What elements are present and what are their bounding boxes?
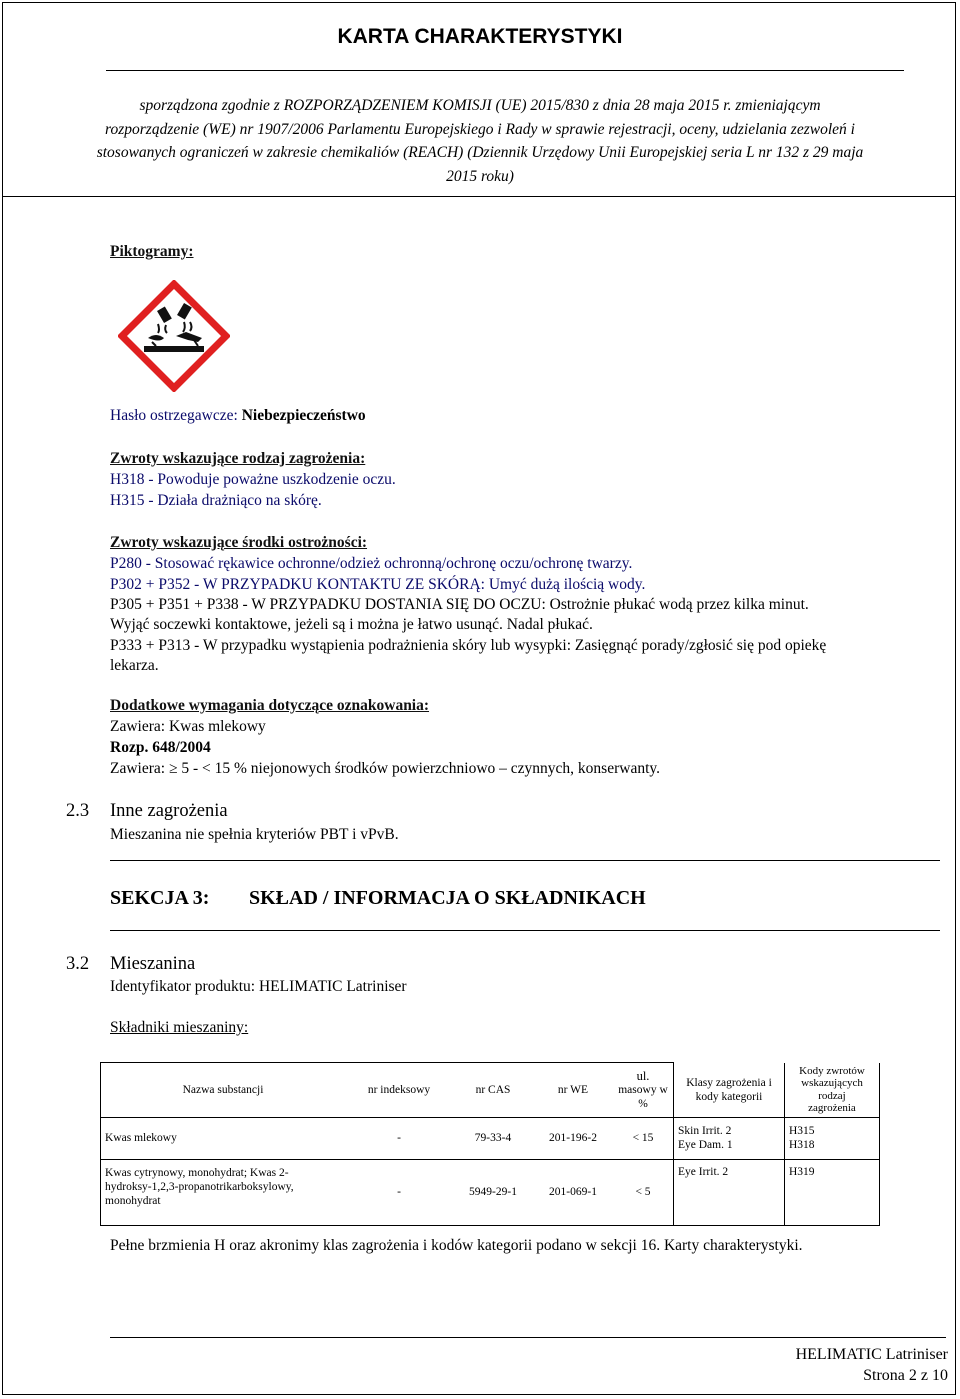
header-cas: nr CAS	[453, 1063, 533, 1118]
row-name-line: monohydrat	[105, 1194, 161, 1207]
precaution-heading: Zwroty wskazujące środki ostrożności:	[110, 534, 368, 551]
header-mass-line: masowy w	[618, 1083, 668, 1096]
row-codes	[785, 1159, 880, 1225]
section-3-label: SEKCJA 3:	[110, 887, 210, 909]
section-divider	[110, 860, 940, 861]
section-2-3-title: Inne zagrożenia	[110, 801, 228, 821]
table-header-row	[101, 1063, 880, 1118]
header-codes-line: zagrożenia	[808, 1102, 856, 1114]
section-2-3-number: 2.3	[66, 801, 90, 821]
row-mass: < 15	[613, 1117, 674, 1159]
precaution-statement: lekarza.	[110, 657, 159, 674]
pictograms-heading: Piktogramy:	[110, 243, 194, 260]
row-mass: < 5	[613, 1159, 674, 1225]
row-class: Eye Dam. 1	[678, 1139, 733, 1151]
components-table	[100, 1062, 880, 1226]
header-classes	[674, 1063, 785, 1118]
header-mass-line: ul.	[636, 1068, 650, 1083]
header-index: nr indeksowy	[345, 1063, 453, 1118]
table-row	[101, 1117, 880, 1159]
regulation-line-4: 2015 roku)	[446, 167, 514, 185]
precaution-statement: Wyjąć soczewki kontaktowe, jeżeli są i można je łatwo usunąć. Nadal płukać.	[110, 616, 593, 633]
full-text-note: Pełne brzmienia H oraz akronimy klas zagrożenia i kodów kategorii podano w sekcji 16. Karty charakterystyki.	[110, 1237, 803, 1254]
row-name-line: Kwas cytrynowy, monohydrat; Kwas 2-	[105, 1166, 289, 1179]
header-classes-line: kody kategorii	[695, 1090, 763, 1103]
section-divider	[110, 930, 940, 931]
hazard-statement: H315 - Działa drażniąco na skórę.	[110, 492, 322, 509]
footer-product: HELIMATIC Latriniser	[795, 1346, 948, 1363]
header-codes	[785, 1063, 880, 1118]
header-mass	[613, 1063, 674, 1118]
signal-word-label: Hasło ostrzegawcze:	[110, 407, 238, 424]
regulation-text	[40, 94, 920, 188]
regulation-ref: Rozp. 648/2004	[110, 739, 211, 756]
title-divider	[106, 70, 904, 71]
section-3-title: SKŁAD / INFORMACJA O SKŁADNIKACH	[249, 887, 646, 909]
row-name-line: Kwas mlekowy	[105, 1132, 177, 1144]
row-classes	[674, 1159, 785, 1225]
row-we: 201-069-1	[533, 1159, 613, 1225]
precaution-statement: P305 + P351 + P338 - W PRZYPADKU DOSTANIA SIĘ DO OCZU: Ostrożnie płukać wodą przez kilka minut.	[110, 596, 809, 613]
header-mass-line: %	[638, 1097, 648, 1110]
components-heading: Składniki mieszaniny:	[110, 1019, 249, 1036]
row-code: H318	[789, 1139, 815, 1151]
header-we: nr WE	[533, 1063, 613, 1118]
greater-equal-symbol: ≥	[168, 760, 182, 777]
hazard-heading: Zwroty wskazujące rodzaj zagrożenia:	[110, 450, 366, 467]
section-2-3-text: Mieszanina nie spełnia kryteriów PBT i vPvB.	[110, 826, 399, 843]
regulation-line-3: stosowanych ograniczeń w zakresie chemikaliów (REACH) (Dziennik Urzędowy Unii Europejskiej seria L nr 132 z 29 maja	[96, 144, 864, 161]
row-classes	[674, 1117, 785, 1159]
product-identifier: Identyfikator produktu: HELIMATIC Latriniser	[110, 978, 407, 995]
row-codes	[785, 1117, 880, 1159]
precaution-statement: P280 - Stosować rękawice ochronne/odzież ochronną/ochronę oczu/ochronę twarzy.	[110, 555, 633, 572]
contains-detail-line	[110, 760, 660, 778]
contains-text: Zawiera: Kwas mlekowy	[110, 718, 266, 735]
row-index: -	[345, 1159, 453, 1225]
row-name	[101, 1159, 346, 1225]
row-code: H319	[789, 1165, 815, 1178]
signal-word	[110, 407, 366, 425]
regulation-line-2: rozporządzenie (WE) nr 1907/2006 Parlamentu Europejskiego i Rady w sprawie rejestracji, oceny, udzielania zezwoleń i	[105, 120, 855, 138]
row-class: Skin Irrit. 2	[678, 1125, 732, 1137]
table-row	[101, 1159, 880, 1225]
document-title: KARTA CHARAKTERYSTYKI	[337, 25, 623, 48]
header-name: Nazwa substancji	[101, 1063, 346, 1118]
contains-detail: 5 - < 15 % niejonowych środków powierzchniowo – czynnych, konserwanty.	[181, 760, 660, 777]
row-cas: 79-33-4	[453, 1117, 533, 1159]
row-we: 201-196-2	[533, 1117, 613, 1159]
header-codes-line: wskazujących	[801, 1077, 863, 1089]
signal-word-value: Niebezpieczeństwo	[241, 407, 366, 424]
header-classes-line: Klasy zagrożenia i	[686, 1076, 772, 1089]
header-codes-line: rodzaj	[818, 1089, 846, 1102]
footer-divider	[110, 1337, 946, 1338]
hazard-statement: H318 - Powoduje poważne uszkodzenie oczu.	[110, 471, 396, 488]
header-codes-line: Kody zwrotów	[799, 1064, 865, 1077]
row-index: -	[345, 1117, 453, 1159]
footer-page-number: Strona 2 z 10	[863, 1367, 948, 1384]
row-name-line: hydroksy-1,2,3-propanotrikarboksylowy,	[105, 1180, 294, 1193]
section-3-2-title: Mieszanina	[110, 954, 196, 974]
precaution-statement: P333 + P313 - W przypadku wystąpienia podrażnienia skóry lub wysypki: Zasięgnąć porady/zgłosić się pod opiekę	[110, 637, 827, 654]
row-class: Eye Irrit. 2	[678, 1165, 729, 1178]
row-code: H315	[789, 1125, 815, 1137]
contains-label: Zawiera:	[110, 760, 166, 777]
precaution-statement: P302 + P352 - W PRZYPADKU KONTAKTU ZE SKÓRĄ: Umyć dużą ilością wody.	[110, 576, 646, 593]
row-name	[101, 1117, 346, 1159]
section-3-2-number: 3.2	[66, 954, 90, 974]
additional-heading: Dodatkowe wymagania dotyczące oznakowania:	[110, 697, 430, 714]
row-cas: 5949-29-1	[453, 1159, 533, 1225]
corrosion-pictogram-icon	[118, 280, 230, 392]
regulation-line-1: sporządzona zgodnie z ROZPORZĄDZENIEM KOMISJI (UE) 2015/830 z dnia 28 maja 2015 r. zmieniającym	[139, 97, 821, 114]
